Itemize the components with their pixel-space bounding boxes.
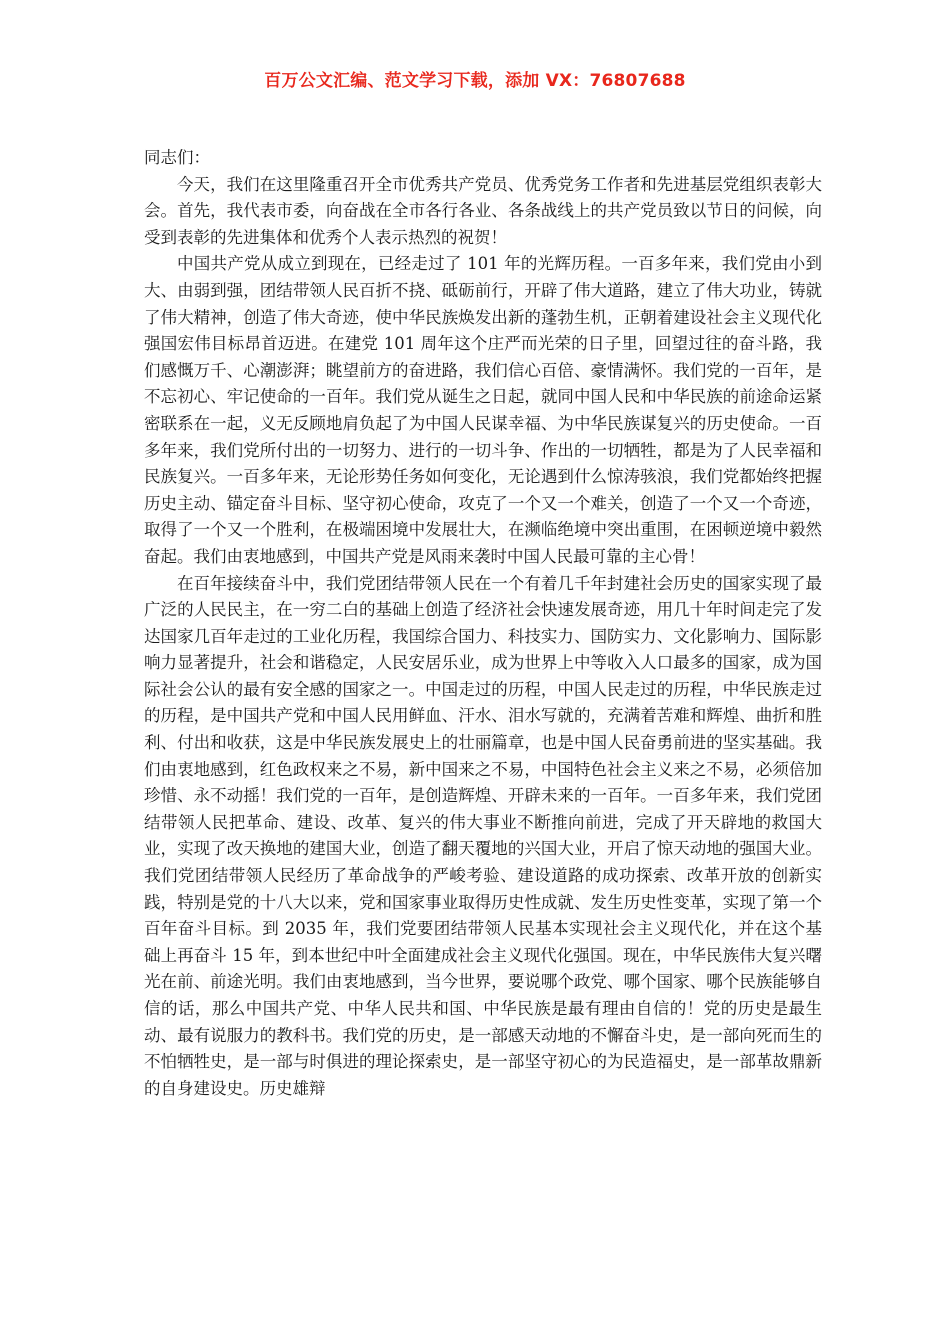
paragraph-3: 在百年接续奋斗中，我们党团结带领人民在一个有着几千年封建社会历史的国家实现了最广泛的人民民主，在一穷二白的基础上创造了经济社会快速发展奇迹，用几十年时间走完了发达国家几百年走过的工业化历程，我国综合国力、科技实力、国防实力、文化影响力、国际影响力显著提升，社会和谐稳定，人民安居乐业，成为世界上中等收入人口最多的国家，成为国际社会公认的最有安全感的国家之一。中国走过的历程，中国人民走过的历程，中华民族走过的历程，是中国共产党和中国人民用鲜血、汗水、泪水写就的，充满着苦难和辉煌、曲折和胜利、付出和收获，这是中华民族发展史上的壮丽篇章，也是中国人民奋勇前进的坚实基础。我们由衷地感到，红色政权来之不易，新中国来之不易，中国特色社会主义来之不易，必须倍加珍惜、永不动摇！我们党的一百年，是创造辉煌、开辟未来的一百年。一百多年来，我们党团结带领人民把革命、建设、改革、复兴的伟大事业不断推向前进，完成了开天辟地的救国大业，实现了改天换地的建国大业，创造了翻天覆地的兴国大业，开启了惊天动地的强国大业。我们党团结带领人民经历了革命战争的严峻考验、建设道路的成功探索、改革开放的创新实践，特别是党的十八大以来，党和国家事业取得历史性成就、发生历史性变革，实现了第一个百年奋斗目标。到 2035 年，我们党要团结带领人民基本实现社会主义现代化，并在这个基础上再奋斗 15 年，到本世纪中叶全面建成社会主义现代化强国。现在，中华民族伟大复兴曙光在前、前途光明。我们由衷地感到，当今世界，要说哪个政党、哪个国家、哪个民族能够自信的话，那么中国共产党、中华人民共和国、中华民族是最有理由自信的！党的历史是最生动、最有说服力的教科书。我们党的历史，是一部感天动地的不懈奋斗史，是一部向死而生的不怕牺牲史，是一部与时俱进的理论探索史，是一部坚守初心的为民造福史，是一部革故鼎新的自身建设史。历史雄辩	[144, 573, 822, 1098]
document-body	[144, 145, 822, 1102]
paragraph-2: 中国共产党从成立到现在，已经走过了 101 年的光辉历程。一百多年来，我们党由小到大、由弱到强，团结带领人民百折不挠、砥砺前行，开辟了伟大道路，建立了伟大功业，铸就了伟大精神，创造了伟大奇迹，使中华民族焕发出新的蓬勃生机，正朝着建设社会主义现代化强国宏伟目标昂首迈进。在建党 101 周年这个庄严而光荣的日子里，回望过往的奋斗路，我们感慨万千、心潮澎湃；眺望前方的奋进路，我们信心百倍、豪情满怀。我们党的一百年，是不忘初心、牢记使命的一百年。我们党从诞生之日起，就同中国人民和中华民族的前途命运紧密联系在一起，义无反顾地肩负起了为中国人民谋幸福、为中华民族谋复兴的历史使命。一百多年来，我们党所付出的一切努力、进行的一切斗争、作出的一切牺牲，都是为了人民幸福和民族复兴。一百多年来，无论形势任务如何变化，无论遇到什么惊涛骇浪，我们党都始终把握历史主动、锚定奋斗目标、坚守初心使命，攻克了一个又一个难关，创造了一个又一个奇迹，取得了一个又一个胜利，在极端困境中发展壮大，在濒临绝境中突出重围，在困顿逆境中毅然奋起。我们由衷地感到，中国共产党是风雨来袭时中国人民最可靠的主心骨！	[144, 254, 822, 566]
paragraph-1: 今天，我们在这里隆重召开全市优秀共产党员、优秀党务工作者和先进基层党组织表彰大会。首先，我代表市委，向奋战在全市各行各业、各条战线上的共产党员致以节日的问候，向受到表彰的先进集体和优秀个人表示热烈的祝贺！	[144, 174, 822, 247]
salutation: 同志们：	[144, 148, 210, 167]
header-banner: 百万公文汇编、范文学习下载，添加 VX：76807688	[264, 71, 686, 91]
